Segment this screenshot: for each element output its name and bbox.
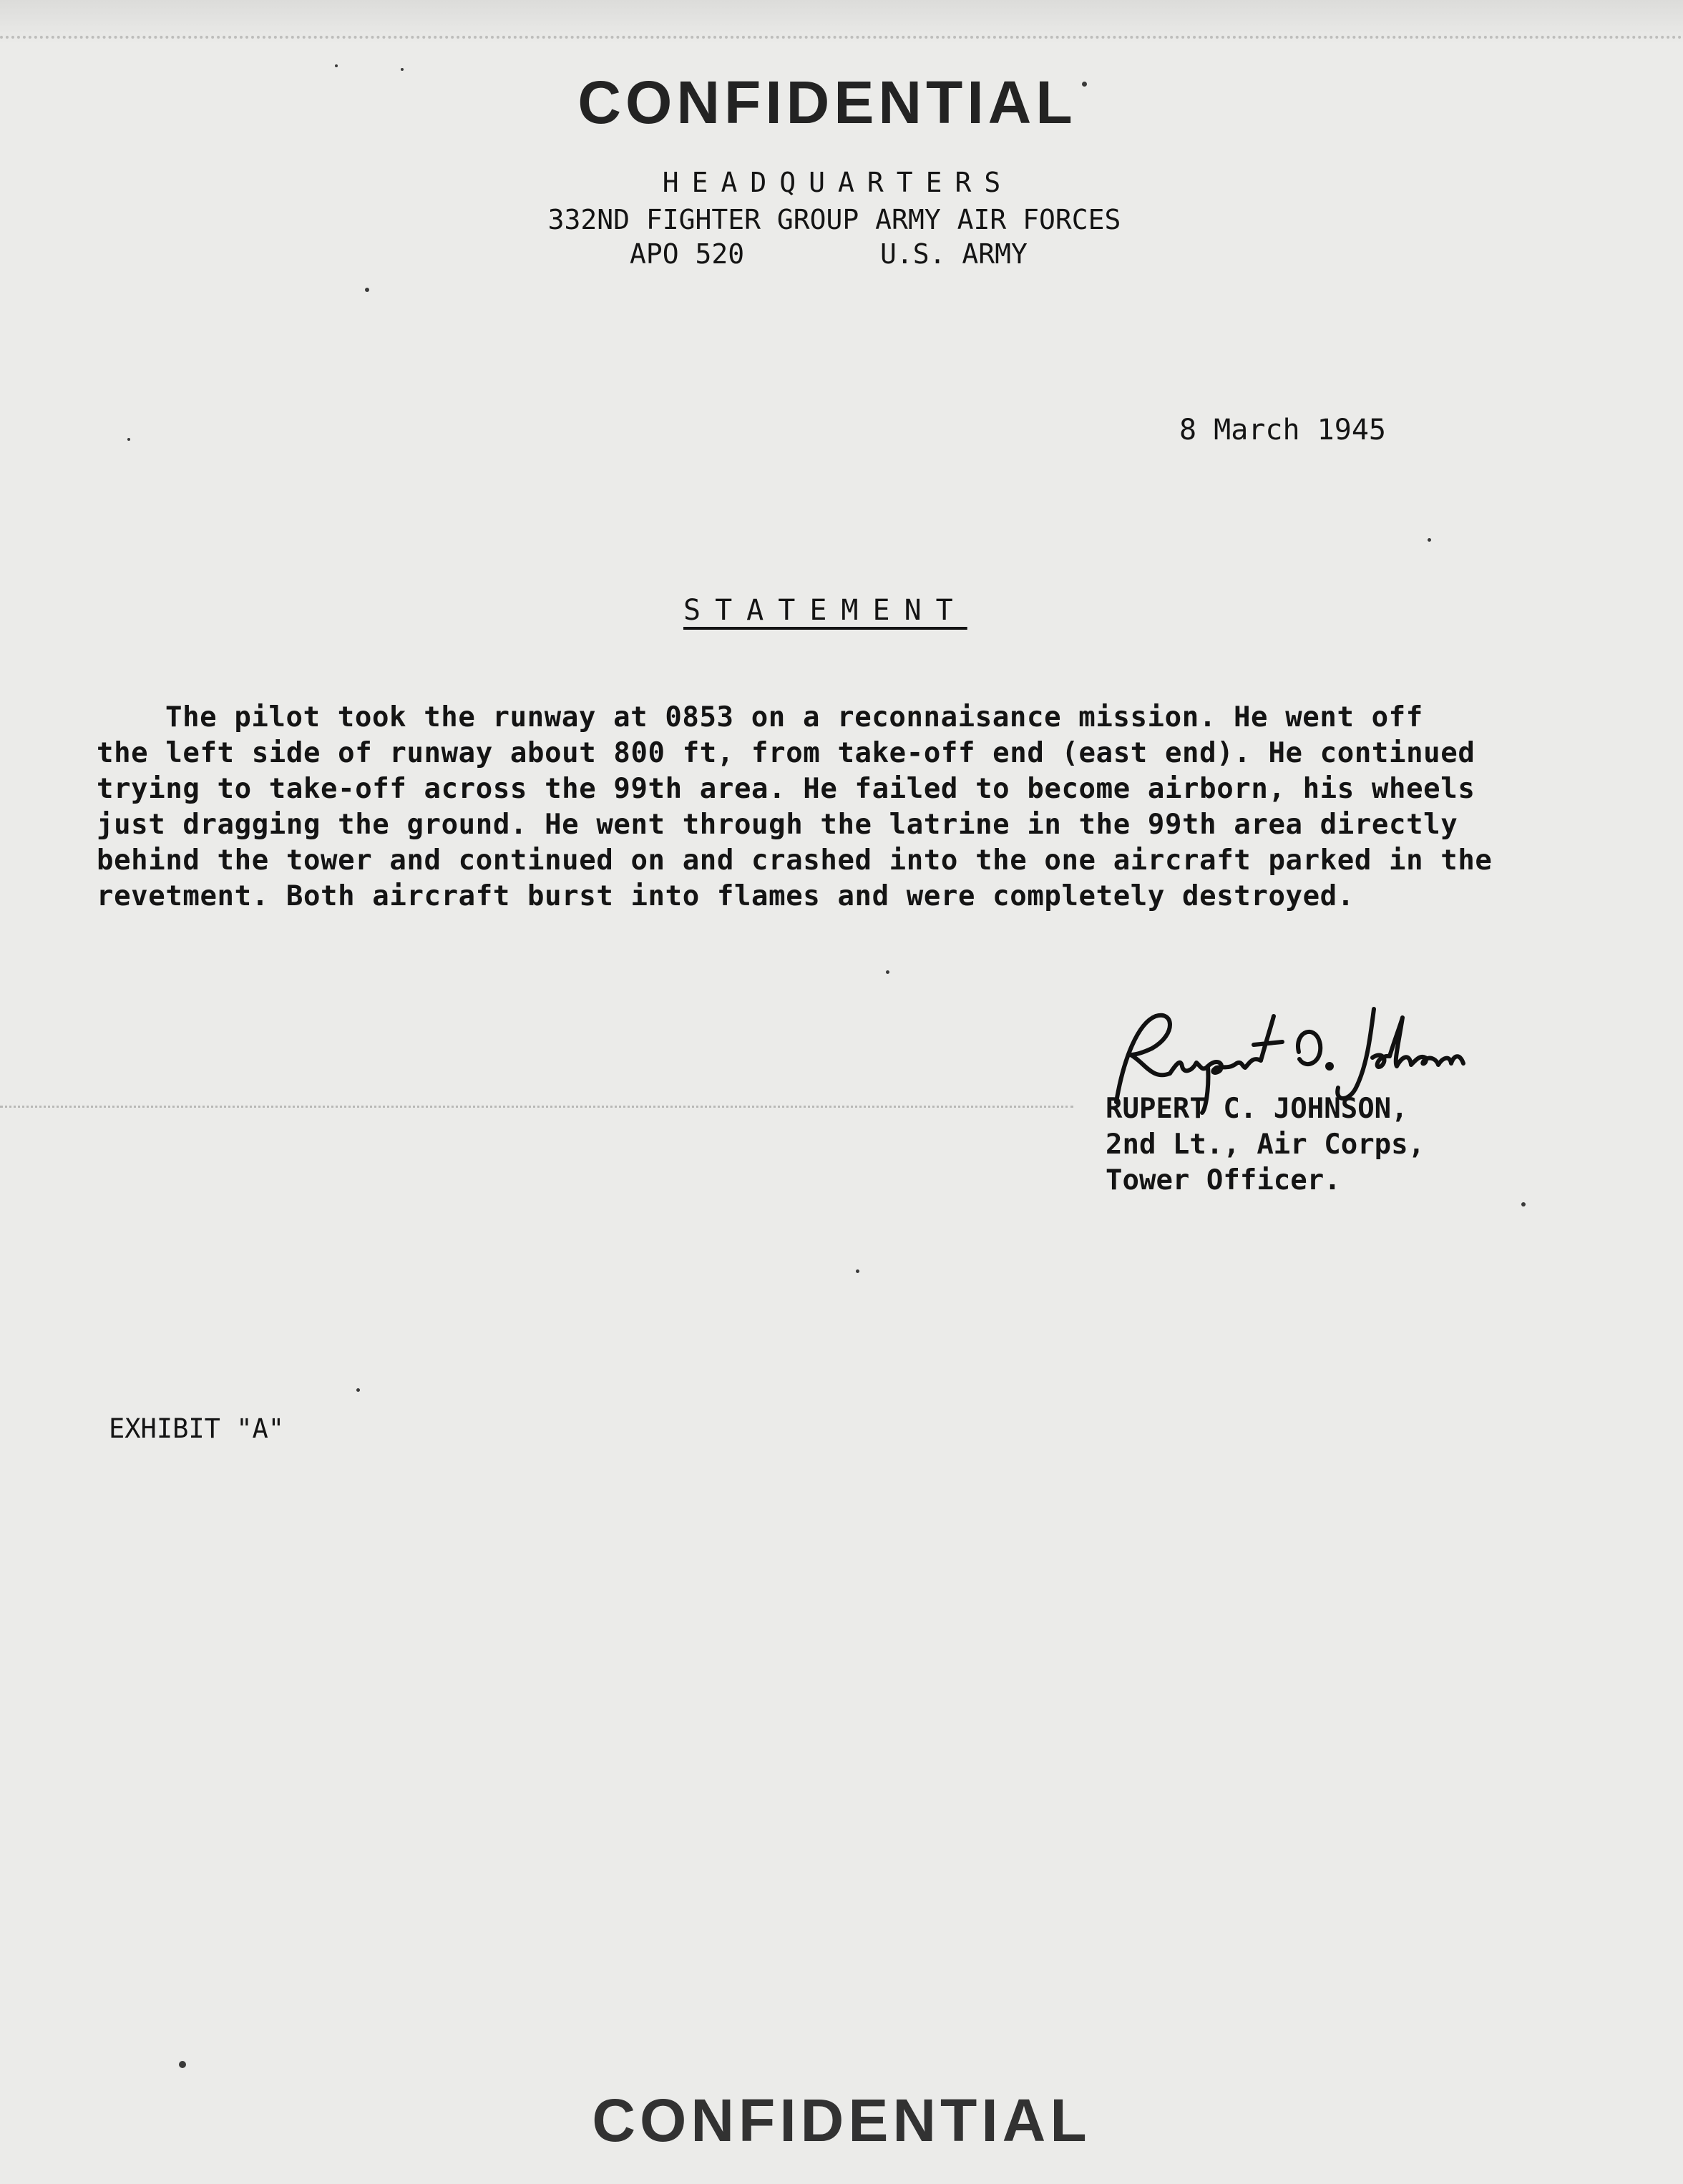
body-line: trying to take-off across the 99th area. He failed to become airborn, his wheels (97, 773, 1475, 805)
scan-speck (179, 2061, 186, 2068)
exhibit-label: EXHIBIT "A" (109, 1413, 285, 1444)
body-line: The pilot took the runway at 0853 on a reconnaisance mission. He went off (165, 701, 1423, 733)
scan-speck (886, 970, 889, 974)
scan-edge-dots (0, 36, 1683, 39)
body-line: the left side of runway about 800 ft, from take-off end (east end). He continued (97, 737, 1475, 769)
body-line: just dragging the ground. He went through the latrine in the 99th area directly (97, 809, 1458, 841)
statement-title: STATEMENT (683, 594, 967, 627)
faint-scan-line (0, 1106, 1073, 1108)
letterhead-unit: 332ND FIGHTER GROUP ARMY AIR FORCES (547, 204, 1121, 235)
statement-body (97, 700, 1542, 915)
scan-speck (1521, 1202, 1526, 1206)
document-date: 8 March 1945 (1179, 414, 1386, 447)
signer-role: Tower Officer. (1106, 1164, 1341, 1196)
confidential-stamp-bottom: CONFIDENTIAL (592, 2087, 1091, 2154)
scan-speck (127, 438, 130, 441)
signature-block (1106, 1091, 1425, 1199)
letterhead-apo: APO 520 (630, 238, 745, 270)
scan-speck (365, 288, 369, 292)
confidential-stamp-top: CONFIDENTIAL (577, 69, 1077, 136)
letterhead-headquarters: HEADQUARTERS (662, 167, 1014, 198)
scan-speck (401, 68, 404, 71)
body-line: revetment. Both aircraft burst into flames and were completely destroyed. (97, 880, 1355, 912)
scan-speck (335, 64, 338, 67)
scan-speck (1428, 538, 1431, 542)
scan-speck (356, 1388, 360, 1392)
scan-speck (1082, 82, 1087, 87)
letterhead-army: U.S. ARMY (880, 238, 1028, 270)
signer-rank: 2nd Lt., Air Corps, (1106, 1128, 1425, 1161)
signer-name: RUPERT C. JOHNSON, (1106, 1093, 1408, 1125)
scan-speck (856, 1269, 859, 1273)
body-line: behind the tower and continued on and crashed into the one aircraft parked in the (97, 844, 1493, 877)
